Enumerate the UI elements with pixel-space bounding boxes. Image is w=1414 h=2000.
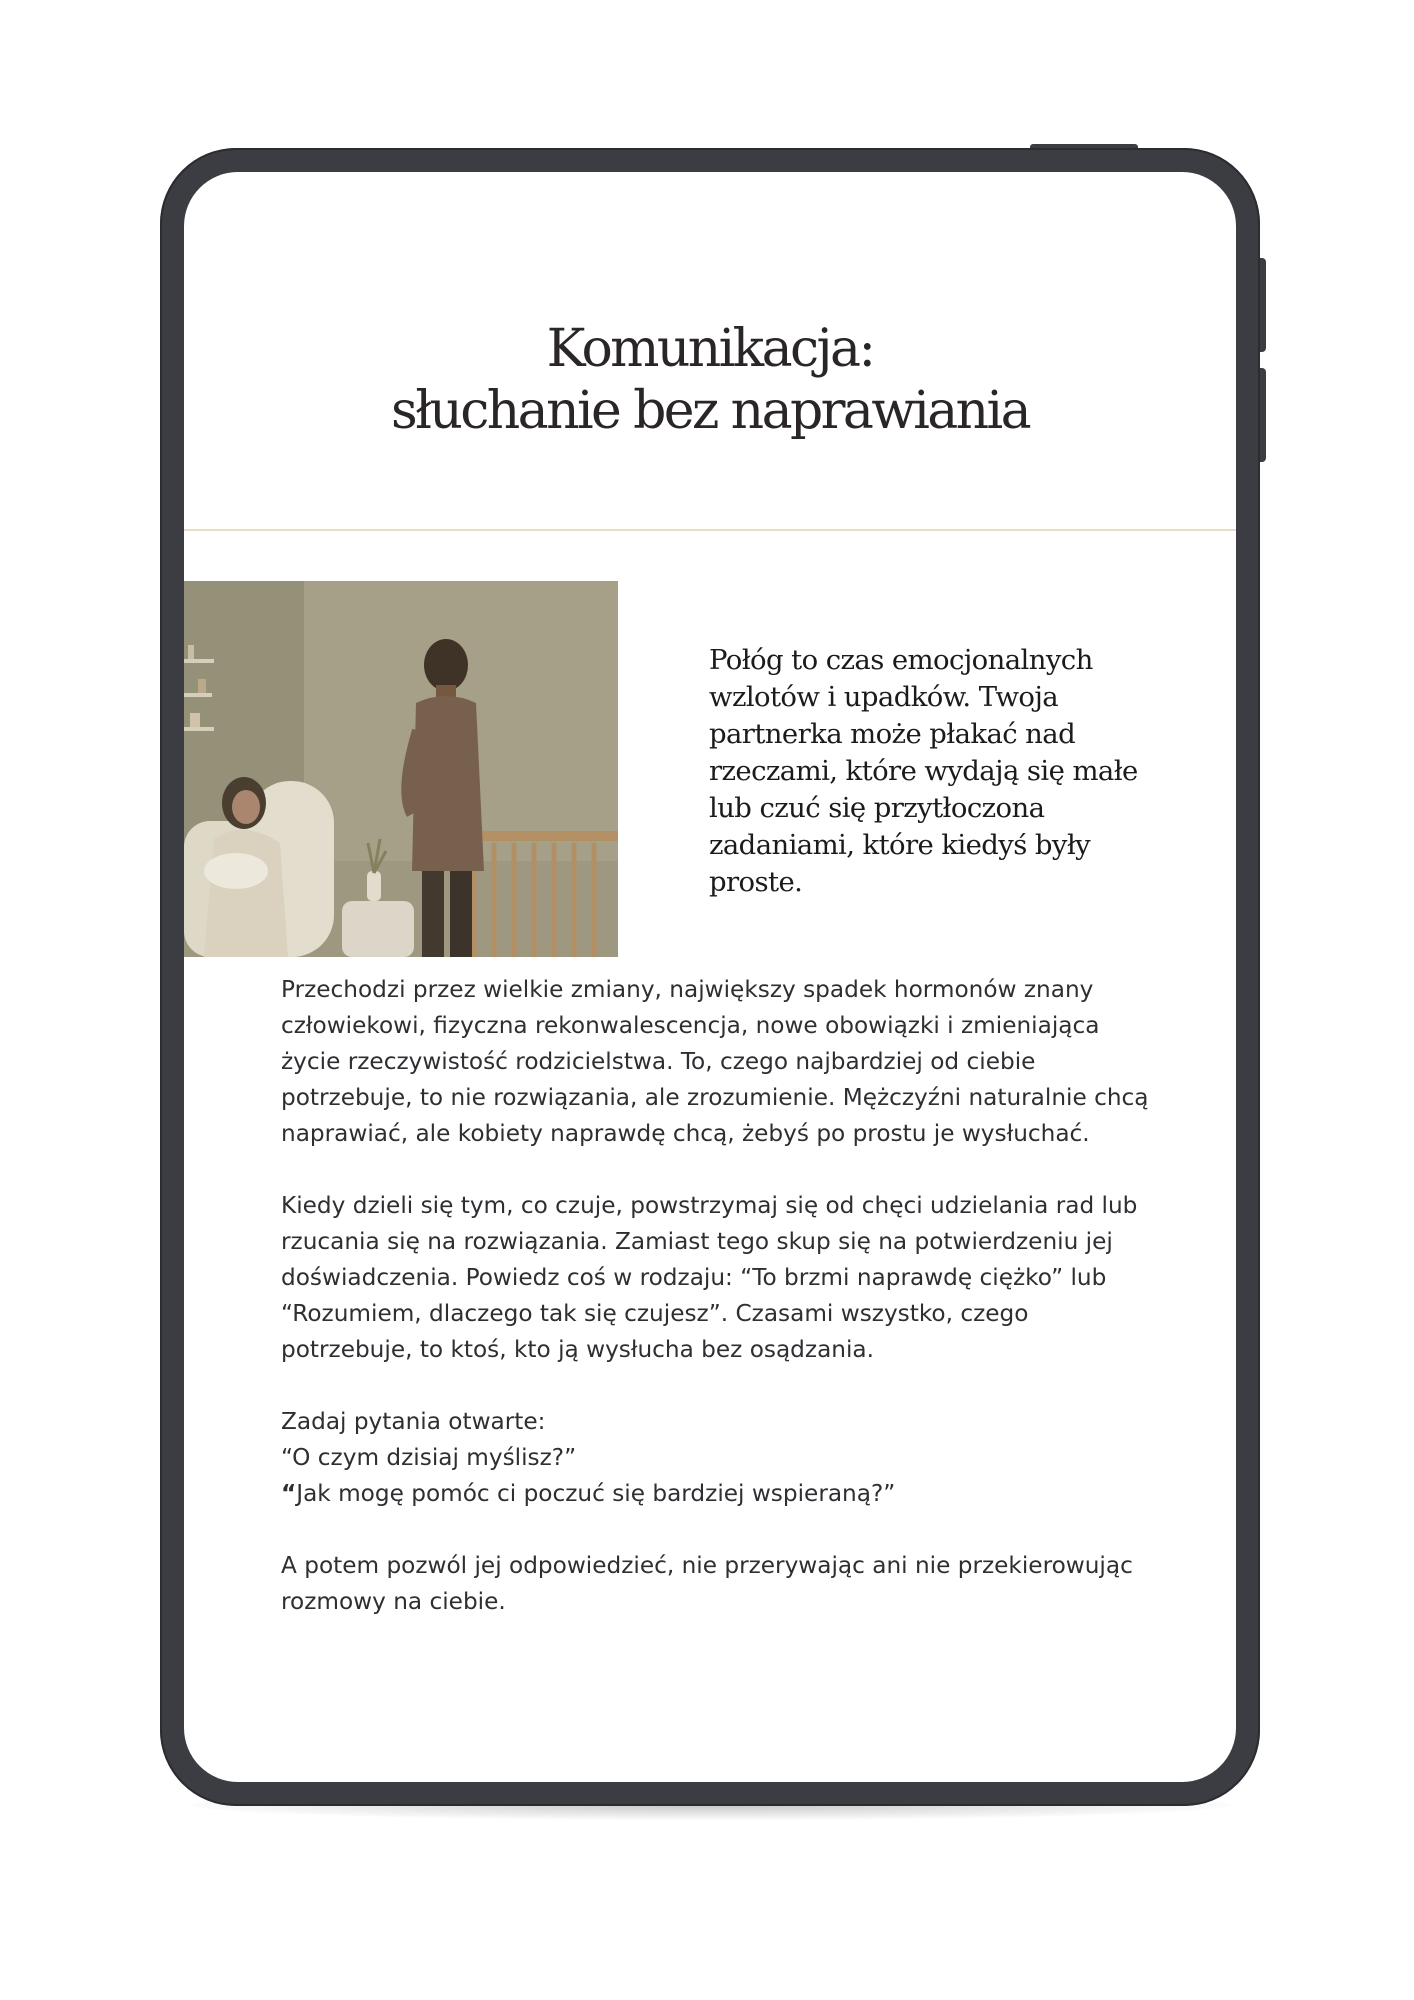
title-divider: [184, 529, 1236, 531]
title-line-1: Komunikacja:: [546, 319, 874, 379]
question-1: “O czym dzisiaj myślisz?”: [281, 1444, 577, 1471]
tablet-screen: [184, 172, 1236, 1782]
tablet-frame: [160, 148, 1260, 1806]
page-title: [184, 318, 1236, 442]
intro-paragraph: Połóg to czas emocjonalnych wzlotów i upadków. Twoja partnerka może płakać nad rzeczami, które wydają się małe lub czuć się przytłoczona zadaniami, które kiedyś były proste.: [709, 644, 1138, 898]
paragraph-4: A potem pozwól jej odpowiedzieć, nie przerywając ani nie przekierowując rozmowy na ciebie.: [281, 1552, 1133, 1615]
questions-label: Zadaj pytania otwarte:: [281, 1408, 546, 1435]
paragraph-2: Kiedy dzieli się tym, co czuje, powstrzymaj się od chęci udzielania rad lub rzucania się na rozwiązania. Zamiast tego skup się na potwierdzeniu jej doświadczenia. Powiedz coś w rodzaju: “To brzmi naprawdę ciężko” lub “Rozumiem, dlaczego tak się czujesz”. Czasami wszystko, czego potrzebuje, to ktoś, kto ją wysłucha bez osądzania.: [281, 1192, 1138, 1363]
paragraph-gap: [281, 1368, 1161, 1404]
nursery-photo-illustration: [184, 581, 618, 957]
body-text: [281, 972, 1161, 1620]
question-2-text: Jak mogę pomóc ci poczuć się bardziej wspieraną?”: [296, 1480, 896, 1507]
question-2-open-quote: “: [281, 1480, 297, 1507]
paragraph-1: Przechodzi przez wielkie zmiany, największy spadek hormonów znany człowiekowi, fizyczna rekonwalescencja, nowe obowiązki i zmieniająca życie rzeczywistość rodzicielstwa. To, czego najbardziej od ciebie potrzebuje, to nie rozwiązania, ale zrozumienie. Mężczyźni naturalnie chcą naprawiać, ale kobiety naprawdę chcą, żebyś po prostu je wysłuchać.: [281, 976, 1149, 1147]
question-2: [281, 1476, 1161, 1512]
title-line-2: słuchanie bez naprawiania: [391, 381, 1029, 441]
paragraph-gap: [281, 1152, 1161, 1188]
nursery-photo: [184, 581, 618, 957]
paragraph-gap: [281, 1512, 1161, 1548]
